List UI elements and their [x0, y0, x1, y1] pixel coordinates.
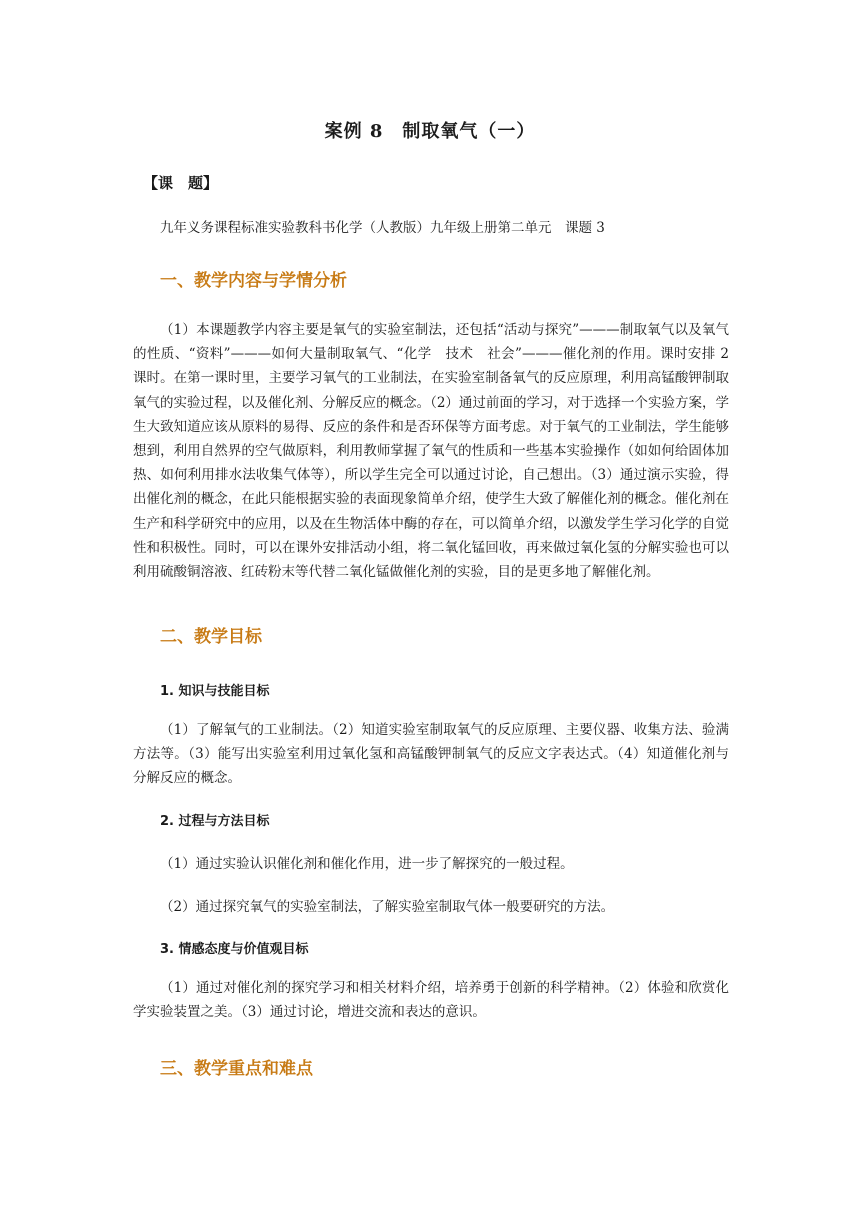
subject-text: 九年义务课程标准实验教科书化学（人教版）九年级上册第二单元 课题 3 — [160, 220, 605, 236]
document-title: 案例 8 制取氧气（一） — [324, 121, 536, 142]
section-heading-content-analysis: 一、教学内容与学情分析 — [160, 271, 347, 291]
section-heading-teaching-goals: 二、教学目标 — [160, 627, 262, 647]
goal-attitude-text: （1）通过对催化剂的探究学习和相关材料介绍，培养勇于创新的科学精神。（2）体验和欣赏化学实验装置之美。（3）通过讨论，增进交流和表达的意识。 — [133, 980, 729, 1021]
goal-process-line-1: （1）通过实验认识催化剂和催化作用，进一步了解探究的一般过程。 — [160, 856, 574, 872]
section-heading-key-points: 三、教学重点和难点 — [160, 1059, 313, 1079]
goal-process-title: 2. 过程与方法目标 — [160, 814, 270, 829]
subject-label: 【课 题】 — [143, 174, 219, 192]
content-analysis-paragraph: （1）本课题教学内容主要是氧气的实验室制法，还包括“活动与探究”———制取氧气以及氧气的性质、“资料”———如何大量制取氧气、“化学 技术 社会”———催化剂的作用。课时安排 2 课时。在第一课时里，主要学习氧气的工业制法，在实验室制备氧气的反应原理，利用高锰酸钾制取氧气的实验过程，以及催化剂、分解反应的概念。（2）通过前面的学习，对于选择一个实验方案，学生大致知道应该从原料的易得、反应的条件和是否环保等方面考虑。对于氧气的工业制法，学生能够想到，利用自然界的空气做原料，利用教师掌握了氧气的性质和一些基本实验操作（如如何给固体加热、如何利用排水法收集气体等），所以学生完全可以通过讨论，自己想出。（3）通过演示实验，得出催化剂的概念，在此只能根据实验的表面现象简单介绍，使学生大致了解催化剂的概念。催化剂在生产和科学研究中的应用，以及在生物活体中酶的存在，可以简单介绍，以激发学生学习化学的自觉性和积极性。同时，可以在课外安排活动小组，将二氧化锰回收，再来做过氧化氢的分解实验也可以利用硫酸铜溶液、红砖粉末等代替二氧化锰做催化剂的实验，目的是更多地了解催化剂。 — [133, 322, 729, 581]
goal-knowledge-text: （1）了解氧气的工业制法。（2）知道实验室制取氧气的反应原理、主要仪器、收集方法、验满方法等。（3）能写出实验室利用过氧化氢和高锰酸钾制氧气的反应文字表达式。（4）知道催化剂与分解反应的概念。 — [133, 722, 729, 787]
goal-attitude-title: 3. 情感态度与价值观目标 — [160, 942, 309, 957]
goal-knowledge-title: 1. 知识与技能目标 — [160, 684, 270, 699]
goal-process-line-2: （2）通过探究氧气的实验室制法，了解实验室制取气体一般要研究的方法。 — [160, 899, 615, 915]
